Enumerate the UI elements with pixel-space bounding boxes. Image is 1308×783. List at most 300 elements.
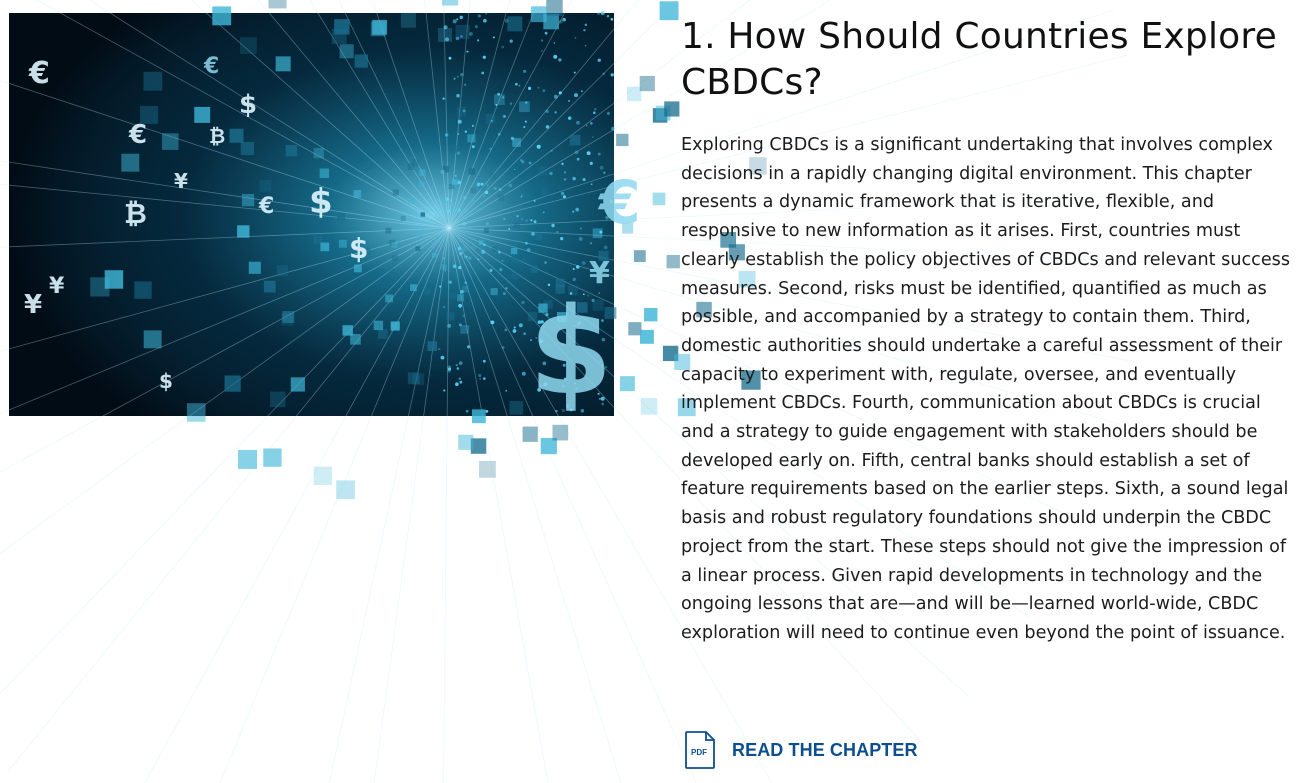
data-dot — [603, 73, 605, 75]
data-dot — [456, 94, 459, 97]
data-dot — [531, 232, 535, 236]
data-tile — [491, 288, 498, 295]
data-dot — [481, 183, 484, 186]
data-dot — [439, 285, 441, 287]
data-tile — [268, 0, 286, 8]
data-dot — [491, 120, 493, 122]
data-tile — [162, 133, 179, 150]
data-dot — [481, 250, 485, 254]
data-tile — [194, 107, 210, 123]
data-dot — [530, 219, 532, 221]
data-dot — [490, 321, 494, 325]
data-tile — [314, 467, 332, 485]
currency-symbol: $ — [239, 90, 258, 120]
data-dot — [579, 237, 583, 241]
data-tile — [634, 250, 646, 262]
data-dot — [525, 101, 527, 103]
data-tile — [462, 247, 466, 251]
data-tile — [616, 134, 628, 146]
data-dot — [523, 332, 526, 335]
data-dot — [541, 50, 543, 52]
data-tile — [282, 311, 294, 323]
data-tile — [392, 242, 398, 248]
data-dot — [511, 137, 514, 140]
data-dot — [529, 162, 532, 165]
data-tile — [277, 265, 288, 276]
data-dot — [494, 187, 497, 190]
data-dot — [544, 261, 547, 264]
data-tile — [432, 253, 437, 258]
data-dot — [521, 194, 523, 196]
data-dot — [462, 222, 466, 226]
data-tile — [412, 159, 419, 166]
data-tile — [458, 435, 473, 450]
data-dot — [525, 242, 528, 245]
data-dot — [513, 329, 517, 333]
data-tile — [389, 269, 396, 276]
data-dot — [447, 209, 451, 213]
data-dot — [485, 13, 487, 15]
data-tile — [535, 233, 542, 240]
data-dot — [505, 19, 509, 23]
data-dot — [528, 87, 531, 90]
data-tile — [541, 188, 549, 196]
data-tile — [667, 255, 680, 268]
data-dot — [502, 346, 505, 349]
data-dot — [520, 159, 523, 162]
data-tile — [479, 461, 496, 478]
data-dot — [502, 96, 504, 98]
data-dot — [611, 18, 614, 21]
data-dot — [456, 18, 458, 20]
data-dot — [447, 324, 451, 328]
data-tile — [354, 265, 362, 273]
data-tile — [546, 0, 562, 16]
data-dot — [508, 228, 510, 230]
data-dot — [575, 37, 577, 39]
data-dot — [590, 242, 592, 244]
data-tile — [640, 76, 655, 91]
data-tile — [342, 325, 352, 335]
data-tile — [507, 16, 522, 31]
data-tile — [260, 180, 272, 192]
data-dot — [483, 377, 486, 380]
data-tile — [354, 190, 362, 198]
data-dot — [454, 78, 456, 80]
data-dot — [458, 120, 462, 124]
currency-symbol: € — [29, 56, 50, 91]
data-tile — [408, 198, 413, 203]
data-dot — [449, 57, 452, 60]
currency-symbol: ¥ — [24, 290, 43, 320]
data-dot — [443, 306, 445, 308]
data-tile — [270, 392, 285, 407]
currency-symbol: ₿ — [124, 197, 147, 230]
data-dot — [443, 98, 445, 100]
data-dot — [576, 121, 580, 125]
currency-symbol: $ — [159, 369, 173, 393]
data-dot — [572, 211, 574, 213]
data-tile — [340, 44, 354, 58]
data-tile — [415, 246, 420, 251]
data-dot — [563, 195, 566, 198]
data-tile — [446, 312, 454, 320]
data-dot — [590, 122, 593, 125]
data-dot — [497, 93, 500, 96]
data-tile — [531, 6, 547, 22]
data-tile — [530, 265, 538, 273]
data-dot — [505, 287, 507, 289]
data-dot — [466, 256, 468, 258]
data-tile — [460, 325, 469, 334]
data-tile — [653, 193, 666, 206]
data-tile — [365, 162, 373, 170]
data-dot — [478, 374, 481, 377]
data-dot — [443, 257, 445, 259]
data-dot — [519, 323, 523, 327]
data-tile — [514, 222, 520, 228]
data-dot — [465, 282, 467, 284]
data-dot — [483, 19, 487, 23]
data-dot — [457, 151, 460, 154]
data-dot — [477, 39, 479, 41]
data-dot — [537, 145, 541, 149]
data-tile — [628, 322, 641, 335]
data-dot — [510, 103, 512, 105]
data-dot — [607, 15, 610, 18]
read-chapter-label: READ THE CHAPTER — [732, 739, 918, 760]
data-dot — [501, 46, 504, 49]
data-dot — [459, 378, 461, 380]
data-tile — [486, 114, 495, 123]
data-dot — [485, 191, 488, 194]
data-tile — [627, 87, 641, 101]
data-tile — [276, 56, 291, 71]
data-tile — [241, 142, 254, 155]
data-tile — [240, 37, 257, 54]
data-dot — [505, 390, 507, 392]
data-dot — [444, 25, 448, 29]
data-dot — [611, 127, 615, 131]
data-dot — [457, 367, 459, 369]
data-tile — [134, 281, 151, 298]
data-dot — [575, 208, 579, 212]
data-dot — [577, 158, 580, 161]
data-dot — [453, 19, 457, 23]
data-dot — [574, 93, 578, 97]
data-tile — [450, 292, 457, 299]
data-dot — [483, 244, 485, 246]
data-dot — [458, 209, 461, 212]
data-tile — [484, 228, 489, 233]
data-dot — [478, 14, 481, 17]
data-dot — [466, 410, 469, 413]
pdf-icon-text: PDF — [691, 748, 707, 757]
data-dot — [574, 72, 576, 74]
data-dot — [534, 200, 536, 202]
data-dot — [510, 40, 513, 43]
data-dot — [499, 188, 502, 191]
data-dot — [604, 246, 608, 250]
data-dot — [478, 258, 480, 260]
data-dot — [564, 178, 567, 181]
data-dot — [514, 169, 516, 171]
data-tile — [212, 6, 231, 25]
data-tile — [427, 341, 437, 351]
data-dot — [521, 196, 523, 198]
data-dot — [504, 115, 506, 117]
data-dot — [516, 215, 518, 217]
hero-illustration — [9, 13, 641, 422]
data-tile — [144, 330, 162, 348]
data-dot — [503, 292, 506, 295]
currency-symbol: $ — [529, 283, 613, 422]
data-dot — [581, 90, 583, 92]
data-dot — [587, 151, 591, 155]
data-tile — [336, 480, 355, 499]
data-tile — [510, 401, 524, 415]
data-dot — [543, 211, 545, 213]
data-tile — [457, 294, 464, 301]
data-tile — [229, 129, 243, 143]
data-dot — [559, 91, 562, 94]
data-dot — [498, 133, 501, 136]
data-dot — [554, 95, 558, 99]
data-dot — [523, 70, 526, 73]
data-dot — [459, 323, 462, 326]
data-dot — [583, 29, 585, 31]
data-dot — [523, 126, 525, 128]
data-dot — [481, 72, 484, 75]
data-dot — [568, 100, 570, 102]
data-dot — [593, 111, 596, 114]
data-dot — [445, 37, 449, 41]
data-tile — [438, 28, 452, 42]
data-tile — [355, 54, 368, 67]
data-tile — [511, 257, 517, 263]
data-dot — [467, 345, 470, 348]
data-dot — [592, 136, 594, 138]
data-tile — [472, 409, 486, 423]
data-dot — [553, 42, 555, 44]
data-dot — [558, 58, 561, 61]
currency-symbol: ¥ — [49, 274, 65, 299]
data-tile — [419, 170, 425, 176]
data-dot — [459, 16, 463, 20]
data-dot — [479, 378, 481, 380]
data-dot — [456, 37, 460, 41]
data-tile — [511, 273, 518, 280]
data-dot — [457, 76, 459, 78]
data-tile — [494, 94, 505, 105]
data-dot — [462, 315, 464, 317]
data-tile — [320, 242, 329, 251]
data-dot — [463, 196, 467, 200]
currency-symbol: ¥ — [174, 169, 188, 193]
data-tile — [538, 167, 546, 175]
data-dot — [525, 121, 527, 123]
data-dot — [445, 197, 449, 201]
data-dot — [441, 170, 445, 174]
data-dot — [580, 227, 582, 229]
data-tile — [264, 281, 276, 293]
data-dot — [591, 183, 593, 185]
data-dot — [483, 195, 485, 197]
data-dot — [527, 248, 530, 251]
data-dot — [562, 18, 566, 22]
data-tile — [339, 240, 347, 248]
data-tile — [641, 398, 658, 415]
data-tile — [392, 255, 398, 261]
data-dot — [453, 264, 457, 268]
data-tile — [314, 148, 324, 158]
chapter-content — [681, 14, 1293, 648]
data-tile — [286, 145, 297, 156]
data-tile — [640, 330, 654, 344]
data-tile — [401, 13, 416, 28]
data-dot — [460, 73, 463, 76]
data-dot — [538, 87, 540, 89]
data-dot — [472, 125, 474, 127]
data-dot — [573, 278, 576, 281]
data-tile — [492, 246, 497, 251]
data-tile — [479, 240, 484, 245]
data-tile — [417, 232, 421, 236]
data-tile — [452, 179, 458, 185]
data-dot — [503, 218, 505, 220]
data-dot — [585, 24, 587, 26]
data-dot — [456, 364, 458, 366]
data-tile — [238, 450, 257, 469]
data-dot — [546, 125, 549, 128]
data-dot — [438, 348, 440, 350]
data-tile — [320, 169, 329, 178]
data-dot — [576, 265, 580, 269]
data-dot — [460, 35, 463, 38]
data-dot — [447, 365, 451, 369]
data-dot — [455, 175, 457, 177]
data-tile — [237, 225, 249, 237]
data-tile — [143, 72, 162, 91]
data-dot — [568, 116, 572, 120]
data-dot — [534, 220, 537, 223]
data-dot — [486, 410, 489, 413]
data-dot — [459, 361, 463, 365]
data-tile — [518, 259, 525, 266]
data-dot — [597, 12, 600, 15]
data-dot — [450, 200, 452, 202]
data-dot — [508, 184, 512, 188]
data-tile — [401, 216, 406, 221]
data-dot — [553, 55, 557, 59]
data-dot — [601, 11, 605, 15]
data-tile — [249, 262, 261, 274]
data-dot — [594, 108, 597, 111]
data-tile — [489, 173, 496, 180]
data-tile — [371, 21, 386, 36]
currency-symbol: € — [599, 168, 641, 238]
currency-symbol: € — [259, 194, 275, 219]
data-tile — [385, 228, 391, 234]
currency-symbol: ¥ — [589, 256, 610, 291]
data-dot — [564, 171, 566, 173]
data-dot — [458, 304, 462, 308]
data-dot — [498, 251, 500, 253]
chapter-title: 1. How Should Countries Explore CBDCs? — [681, 16, 1277, 103]
data-dot — [466, 51, 468, 53]
data-dot — [469, 32, 473, 36]
data-tile — [472, 245, 477, 250]
data-dot — [545, 32, 548, 35]
currency-symbol: € — [204, 54, 220, 79]
data-tile — [242, 194, 254, 206]
data-dot — [483, 56, 486, 59]
data-dot — [493, 36, 495, 38]
data-dot — [561, 192, 564, 195]
data-dot — [464, 84, 466, 86]
data-dot — [522, 372, 526, 376]
data-tile — [442, 0, 458, 5]
data-dot — [526, 220, 528, 222]
data-dot — [545, 110, 549, 114]
data-tile — [393, 189, 399, 195]
data-tile — [424, 288, 431, 295]
data-dot — [465, 218, 467, 220]
data-dot — [598, 59, 601, 62]
data-tile — [570, 135, 581, 146]
data-tile — [337, 213, 345, 221]
data-dot — [458, 247, 462, 251]
data-dot — [514, 327, 516, 329]
data-dot — [458, 266, 461, 269]
data-dot — [457, 181, 461, 185]
data-dot — [590, 162, 593, 165]
read-chapter-link[interactable] — [684, 731, 918, 769]
data-dot — [444, 270, 446, 272]
data-dot — [465, 130, 467, 132]
currency-symbol: $ — [309, 182, 333, 222]
data-dot — [477, 183, 481, 187]
data-dot — [573, 268, 575, 270]
data-tile — [523, 427, 538, 442]
data-dot — [549, 172, 552, 175]
data-tile — [467, 134, 475, 142]
data-dot — [455, 382, 459, 386]
data-dot — [582, 261, 586, 265]
data-tile — [187, 403, 206, 422]
data-dot — [458, 133, 460, 135]
data-dot — [572, 177, 576, 181]
data-dot — [487, 185, 489, 187]
data-dot — [468, 257, 471, 260]
data-dot — [585, 45, 587, 47]
data-tile — [291, 377, 305, 391]
data-dot — [447, 369, 450, 372]
data-dot — [555, 111, 557, 113]
data-dot — [489, 148, 491, 150]
data-tile — [519, 101, 530, 112]
data-tile — [225, 375, 241, 391]
data-dot — [463, 110, 466, 113]
data-tile — [332, 29, 347, 44]
data-tile — [553, 425, 569, 441]
data-dot — [449, 281, 452, 284]
data-dot — [441, 356, 445, 360]
data-dot — [611, 73, 614, 76]
chapter-summary: Exploring CBDCs is a significant undertaking that involves complex decisions in a rapidly changing digital environment. This chapter presents a dynamic framework that is iterative, flexible, and responsive to new information as it arises. First, countries must clearly establish the policy objectives of CBDCs and relevant success measures. Second, risks must be identified, quantified as much as possible, and accompanied by a strategy to contain them. Third, domestic authorities should undertake a careful assessment of their capacity to experiment with, regulate, oversee, and eventually implement CBDCs. Fourth, communication about CBDCs is crucial and a strategy to guide engagement with stakeholders should be developed early on. Fifth, central banks should establish a set of feature requirements based on the earlier steps. Sixth, a sound legal basis and robust regulatory foundations should underpin the CBDC project from the start. These steps should not give the impression of a linear process. Given rapid developments in technology and the ongoing lessons that are—and will be—learned world-wide, CBDC exploration will need to continue even beyond the point of issuance. — [681, 135, 1290, 643]
data-dot — [499, 268, 502, 271]
data-tile — [419, 181, 425, 187]
